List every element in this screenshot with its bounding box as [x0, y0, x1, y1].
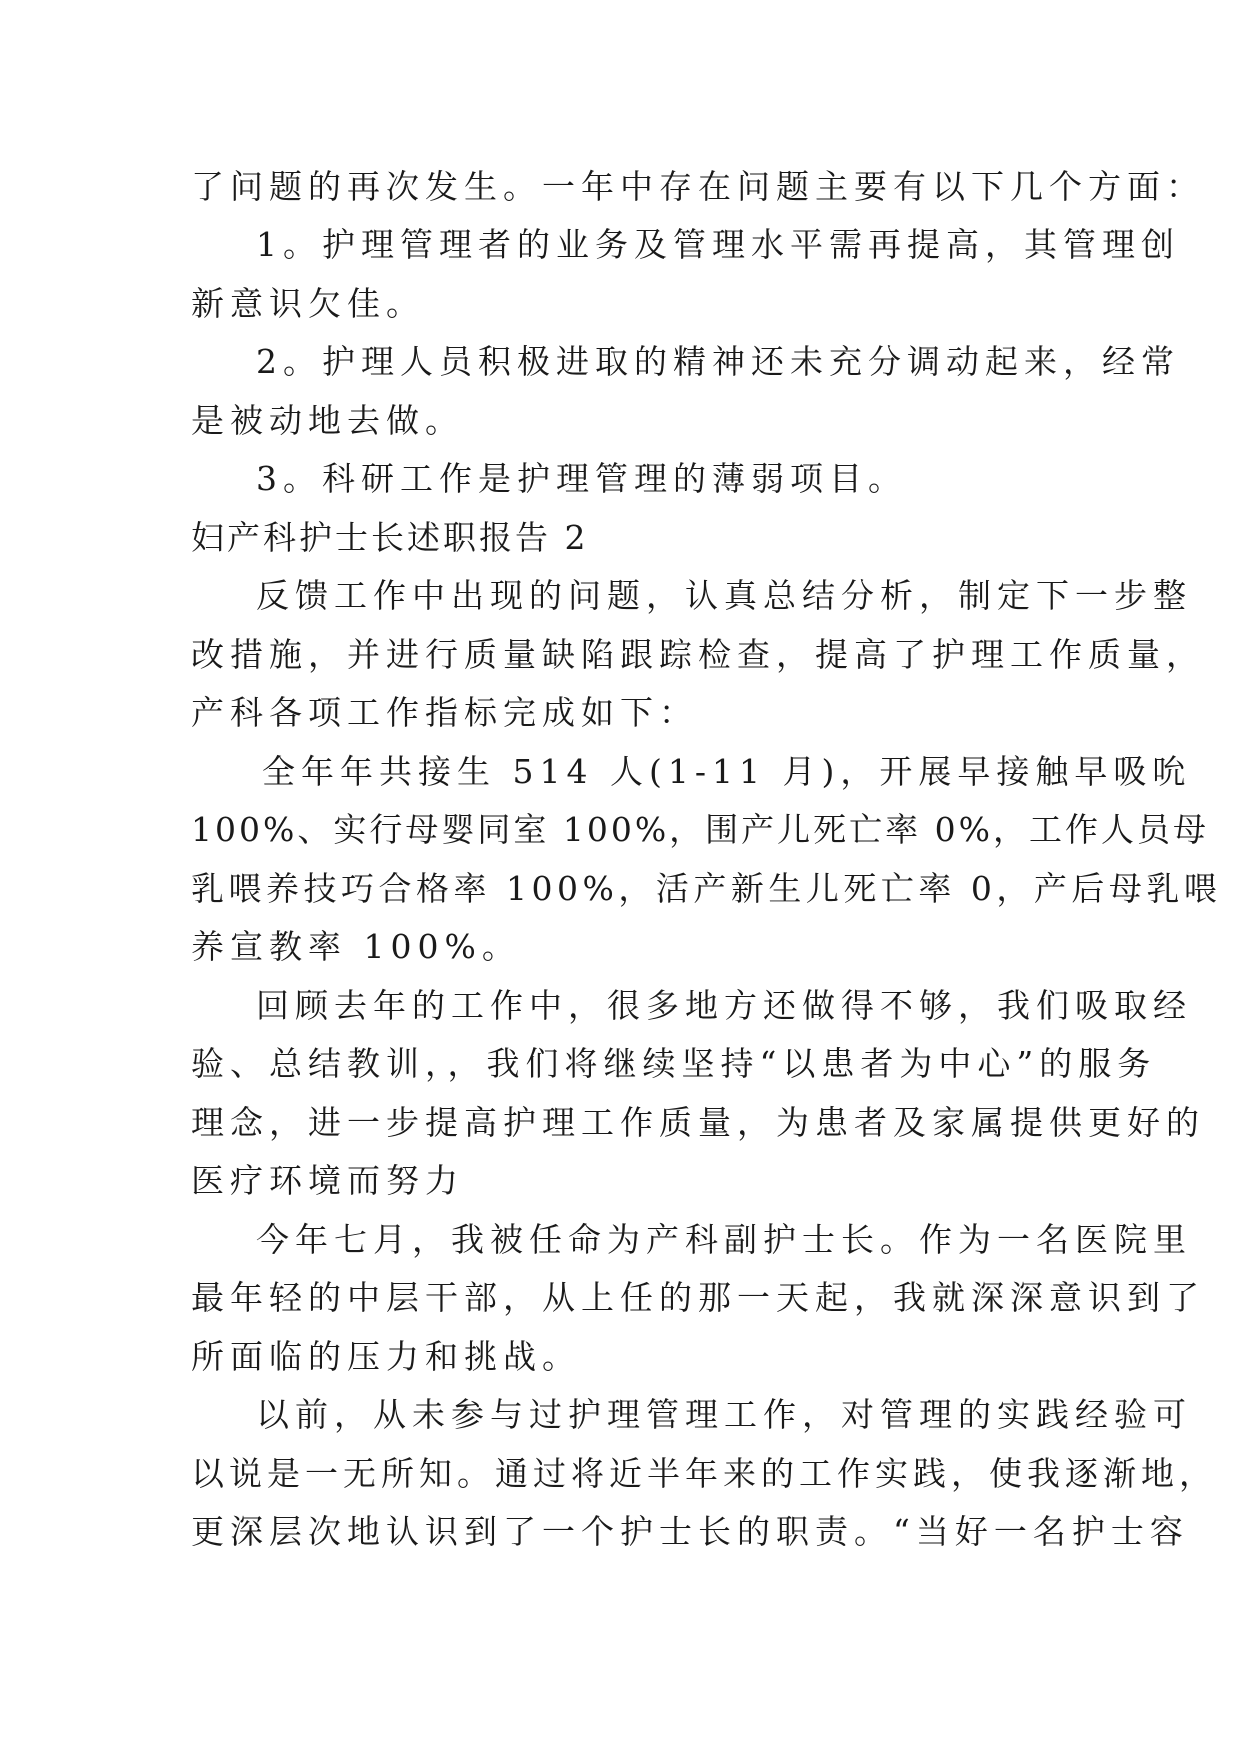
section-heading: 妇产科护士长述职报告 2 [191, 518, 589, 557]
text-line: 新意识欠佳。 [191, 284, 425, 323]
text-line: 以说是一无所知。通过将近半年来的工作实践，使我逐渐地， [191, 1454, 1217, 1493]
text-line: 更深层次地认识到了一个护士长的职责。“当好一名护士容 [191, 1512, 1189, 1551]
text-line: 医疗环境而努力 [191, 1161, 464, 1200]
text-line: 改措施，并进行质量缺陷跟踪检查，提高了护理工作质量， [191, 635, 1205, 674]
text-line: 了问题的再次发生。一年中存在问题主要有以下几个方面： [191, 167, 1205, 206]
text-line: 是被动地去做。 [191, 401, 464, 440]
text-line: 所面临的压力和挑战。 [191, 1337, 581, 1376]
text-line: 回顾去年的工作中，很多地方还做得不够，我们吸取经 [256, 986, 1192, 1025]
text-line: 100%、实行母婴同室 100%，围产儿死亡率 0%，工作人员母 [191, 810, 1210, 849]
text-line: 产科各项工作指标完成如下： [191, 693, 698, 732]
text-line: 今年七月，我被任命为产科副护士长。作为一名医院里 [256, 1220, 1192, 1259]
text-line: 最年轻的中层干部，从上任的那一天起，我就深深意识到了 [191, 1278, 1205, 1317]
list-item: 3。科研工作是护理管理的薄弱项目。 [256, 459, 907, 498]
text-line: 全年年共接生 514 人(1-11 月)，开展早接触早吸吮 [262, 752, 1192, 791]
text-line: 理念，进一步提高护理工作质量，为患者及家属提供更好的 [191, 1103, 1205, 1142]
text-line: 验、总结教训，，我们将继续坚持“以患者为中心”的服务 [191, 1044, 1157, 1083]
text-line: 乳喂养技巧合格率 100%，活产新生儿死亡率 0，产后母乳喂 [191, 869, 1222, 908]
list-item: 2。护理人员积极进取的精神还未充分调动起来，经常 [256, 342, 1180, 381]
text-line: 反馈工作中出现的问题，认真总结分析，制定下一步整 [256, 576, 1192, 615]
text-line: 养宣教率 100%。 [191, 927, 521, 966]
text-line: 以前，从未参与过护理管理工作，对管理的实践经验可 [256, 1395, 1192, 1434]
list-item: 1。护理管理者的业务及管理水平需再提高，其管理创 [256, 225, 1180, 264]
